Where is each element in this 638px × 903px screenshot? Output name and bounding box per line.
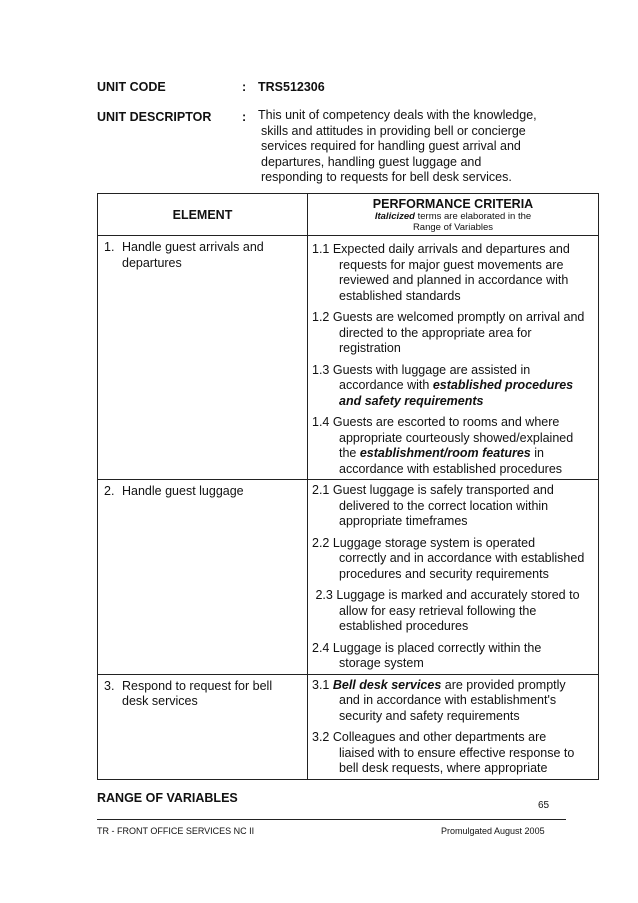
criterion-line: 2.1 Guest luggage is safely transported and — [312, 483, 554, 497]
descriptor-line: responding to requests for bell desk services. — [261, 170, 512, 185]
page-number: 65 — [538, 800, 550, 811]
criterion-3-2 — [312, 730, 594, 777]
element-text: desk services — [122, 694, 198, 708]
criterion-2-2 — [312, 536, 594, 583]
range-term: Bell desk services — [332, 677, 442, 692]
criterion-line: 2.4 Luggage is placed correctly within the — [312, 640, 542, 655]
criterion-1-3 — [312, 363, 594, 410]
criterion-1-1 — [312, 242, 594, 304]
element-number: 1. — [104, 240, 115, 254]
performance-criteria-header — [308, 194, 599, 236]
range-term: established procedures — [432, 378, 574, 392]
criterion-line: appropriate courteously showed/explained — [339, 430, 574, 445]
descriptor-line: departures, handling guest luggage and — [261, 154, 482, 169]
range-term: establishment/room features — [359, 446, 531, 460]
criterion-text: are provided promptly — [441, 677, 566, 692]
criterion-line: reviewed and planned in accordance with — [339, 273, 569, 287]
criterion-text: 3.1 — [312, 677, 333, 692]
criterion-2-1 — [312, 483, 594, 530]
unit-descriptor-label: UNIT DESCRIPTOR — [97, 110, 212, 124]
descriptor-line: services required for handling guest arrival and — [261, 139, 521, 154]
pc-sub-rest: terms are elaborated in the — [414, 211, 532, 222]
element-cell — [98, 236, 308, 480]
criterion-line: liaised with to ensure effective response to — [339, 745, 575, 760]
criterion-line: established standards — [339, 288, 461, 303]
criterion-line: 1.2 Guests are welcomed promptly on arrival and — [312, 310, 585, 324]
unit-descriptor-text — [258, 108, 537, 186]
criterion-line: and in accordance with establishment's — [339, 693, 557, 707]
element-number: 3. — [104, 678, 115, 693]
criterion-1-2 — [312, 310, 594, 357]
criterion-3-1 — [312, 678, 594, 725]
criterion-line: security and safety requirements — [339, 708, 520, 723]
criterion-line: registration — [339, 341, 401, 355]
element-number: 2. — [104, 484, 115, 498]
criterion-line: 3.2 Colleagues and other departments are — [312, 730, 547, 744]
table-row — [98, 480, 599, 675]
criterion-line: 1.1 Expected daily arrivals and departures and — [312, 242, 570, 256]
criteria-cell — [308, 674, 599, 779]
criterion-line: allow for easy retrieval following the — [339, 603, 537, 618]
element-text: departures — [122, 255, 182, 270]
element-cell — [98, 480, 308, 675]
competency-table — [97, 193, 599, 780]
footer-title: TR - FRONT OFFICE SERVICES NC II — [97, 826, 255, 836]
criterion-line: 2.2 Luggage storage system is operated — [312, 535, 536, 550]
criterion-1-4 — [312, 415, 594, 477]
range-of-variables-heading: RANGE OF VARIABLES — [97, 791, 238, 805]
criterion-line — [312, 446, 594, 462]
criterion-line — [312, 678, 594, 694]
pc-sub-italic: Italicized — [374, 211, 415, 222]
criterion-text: accordance with — [339, 378, 433, 392]
criterion-line: correctly and in accordance with established — [339, 551, 585, 565]
pc-subtitle-line2: Range of Variables — [412, 222, 494, 233]
criterion-line: 2.3 Luggage is marked and accurately stored to — [312, 588, 580, 602]
criterion-line: 1.3 Guests with luggage are assisted in — [312, 362, 531, 377]
unit-descriptor-colon: : — [242, 110, 247, 124]
criterion-2-3 — [312, 588, 594, 635]
table-row — [98, 236, 599, 480]
descriptor-line: skills and attitudes in providing bell or concierge — [261, 123, 526, 138]
criterion-text: the — [339, 446, 360, 460]
pc-title: PERFORMANCE CRITERIA — [372, 197, 534, 211]
footer-divider — [97, 819, 566, 820]
criteria-cell — [308, 480, 599, 675]
criterion-line: 1.4 Guests are escorted to rooms and where — [312, 415, 560, 429]
element-text: Handle guest luggage — [122, 484, 244, 498]
footer-date: Promulgated August 2005 — [441, 826, 545, 836]
table-header-row — [98, 194, 599, 236]
element-text: Respond to request for bell — [122, 678, 273, 693]
criterion-line: requests for major guest movements are — [339, 257, 564, 272]
range-term: and safety requirements — [339, 393, 484, 408]
criterion-line: storage system — [339, 656, 424, 670]
criterion-line: procedures and security requirements — [339, 566, 549, 581]
criteria-cell — [308, 236, 599, 480]
element-text: Handle guest arrivals and — [122, 240, 264, 254]
criterion-line: appropriate timeframes — [339, 514, 468, 528]
element-cell — [98, 674, 308, 779]
criterion-line: delivered to the correct location within — [339, 498, 549, 513]
criterion-line: directed to the appropriate area for — [339, 325, 532, 340]
pc-subtitle — [308, 211, 598, 222]
criterion-line: bell desk requests, where appropriate — [339, 761, 548, 775]
criterion-line: accordance with established procedures — [339, 461, 563, 476]
table-row — [98, 674, 599, 779]
descriptor-line: This unit of competency deals with the knowledge, — [258, 108, 537, 122]
unit-code-label: UNIT CODE — [97, 80, 166, 94]
criterion-2-4 — [312, 641, 594, 672]
unit-code-value: TRS512306 — [258, 80, 325, 94]
criterion-line — [312, 378, 594, 394]
unit-code-colon: : — [242, 80, 247, 94]
criterion-text: in — [530, 446, 544, 460]
criterion-line: established procedures — [339, 619, 469, 633]
element-header: ELEMENT — [98, 194, 308, 236]
